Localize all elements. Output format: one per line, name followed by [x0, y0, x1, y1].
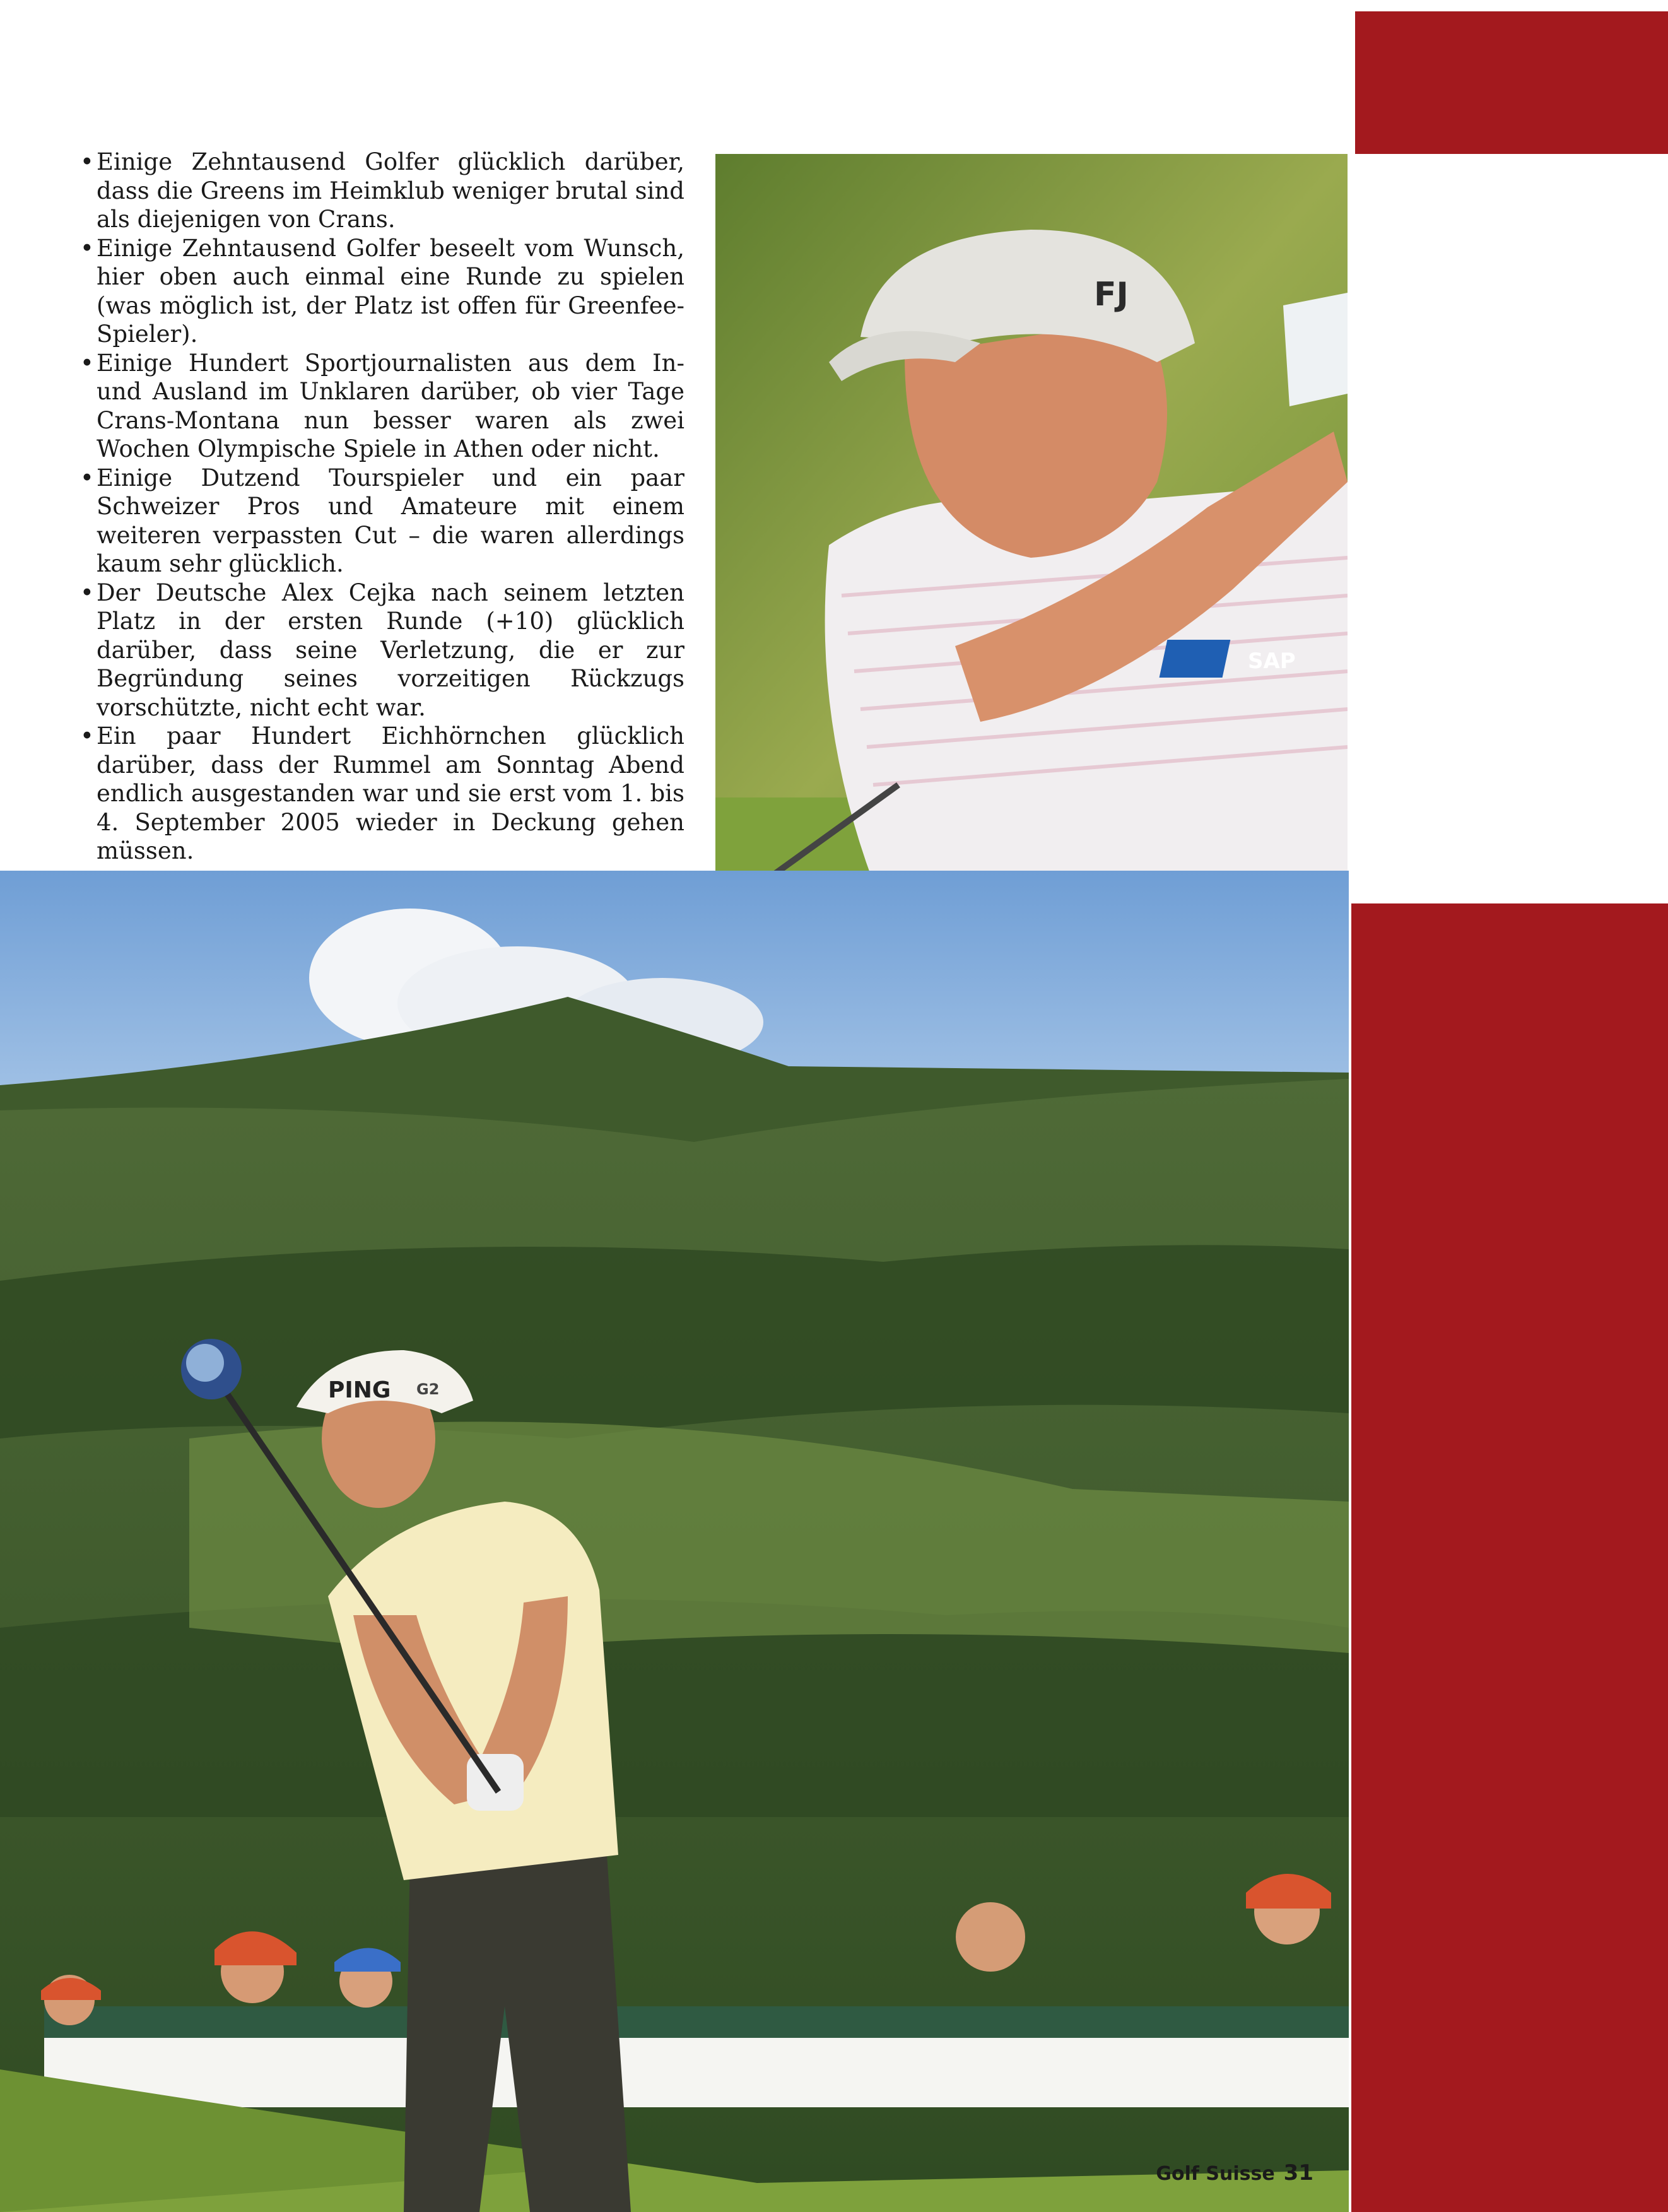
page-number: 31	[1283, 2160, 1313, 2186]
bullet-text: Der Deutsche Alex Cejka nach seinem letzten Platz in der ersten Runde (+10) glücklich darüber, dass seine Verletzung, die er zur Begründung seines vorzeitigen Rückzugs vorschützte, nicht echt war.	[97, 579, 684, 721]
bullet-item	[79, 148, 684, 234]
bullet-item	[79, 579, 684, 722]
bullet-text: Ein paar Hundert Eichhörnchen glücklich darüber, dass der Rummel am Sonntag Abend endlich ausgestanden war und sie erst vom 1. bis 4. September 2005 wieder in Deckung gehen müssen.	[97, 722, 684, 864]
fj-cap-logo-text: FJ	[1094, 276, 1129, 314]
bullet-item	[79, 349, 684, 464]
sap-logo-text: SAP	[1248, 649, 1296, 674]
bullet-dot-icon: •	[80, 464, 94, 491]
magazine-name: Golf Suisse	[1156, 2163, 1275, 2185]
bullet-item	[79, 464, 684, 579]
photo-golfer-tee-shot-illustration	[0, 871, 1349, 2212]
g2-cap-logo-text: G2	[416, 1380, 440, 1398]
ping-cap-logo-text: PING	[328, 1377, 391, 1403]
article-text-column	[79, 148, 684, 866]
photo-golfer-closeup	[715, 154, 1348, 898]
bullet-list	[79, 148, 684, 866]
red-band-top	[1355, 11, 1668, 154]
bullet-text: Einige Hundert Sportjournalisten aus dem In- und Ausland im Unklaren darüber, ob vier Tage Crans-Montana nun besser waren als zwei Wochen Olympische Spiele in Athen oder nicht.	[97, 349, 684, 462]
photo-golfer-tee-shot	[0, 871, 1349, 2212]
photo-golfer-closeup-illustration	[715, 154, 1348, 898]
bullet-text: Einige Zehntausend Golfer glücklich darüber, dass die Greens im Heimklub weniger brutal sind als diejenigen von Crans.	[97, 148, 684, 233]
bullet-item	[79, 722, 684, 866]
bullet-text: Einige Zehntausend Golfer beseelt vom Wunsch, hier oben auch einmal eine Runde zu spielen (was möglich ist, der Platz ist offen für Greenfee-Spieler).	[97, 234, 684, 348]
page-footer	[1156, 2160, 1313, 2186]
bullet-text: Einige Dutzend Tourspieler und ein paar Schweizer Pros und Amateure mit einem weiteren verpassten Cut – die waren allerdings kaum sehr glücklich.	[97, 464, 684, 577]
bullet-item	[79, 234, 684, 349]
red-band-right	[1351, 903, 1668, 2212]
bullet-dot-icon: •	[80, 722, 94, 750]
bullet-dot-icon: •	[80, 579, 94, 606]
bullet-dot-icon: •	[80, 349, 94, 377]
bullet-dot-icon: •	[80, 148, 94, 175]
bullet-dot-icon: •	[80, 234, 94, 262]
